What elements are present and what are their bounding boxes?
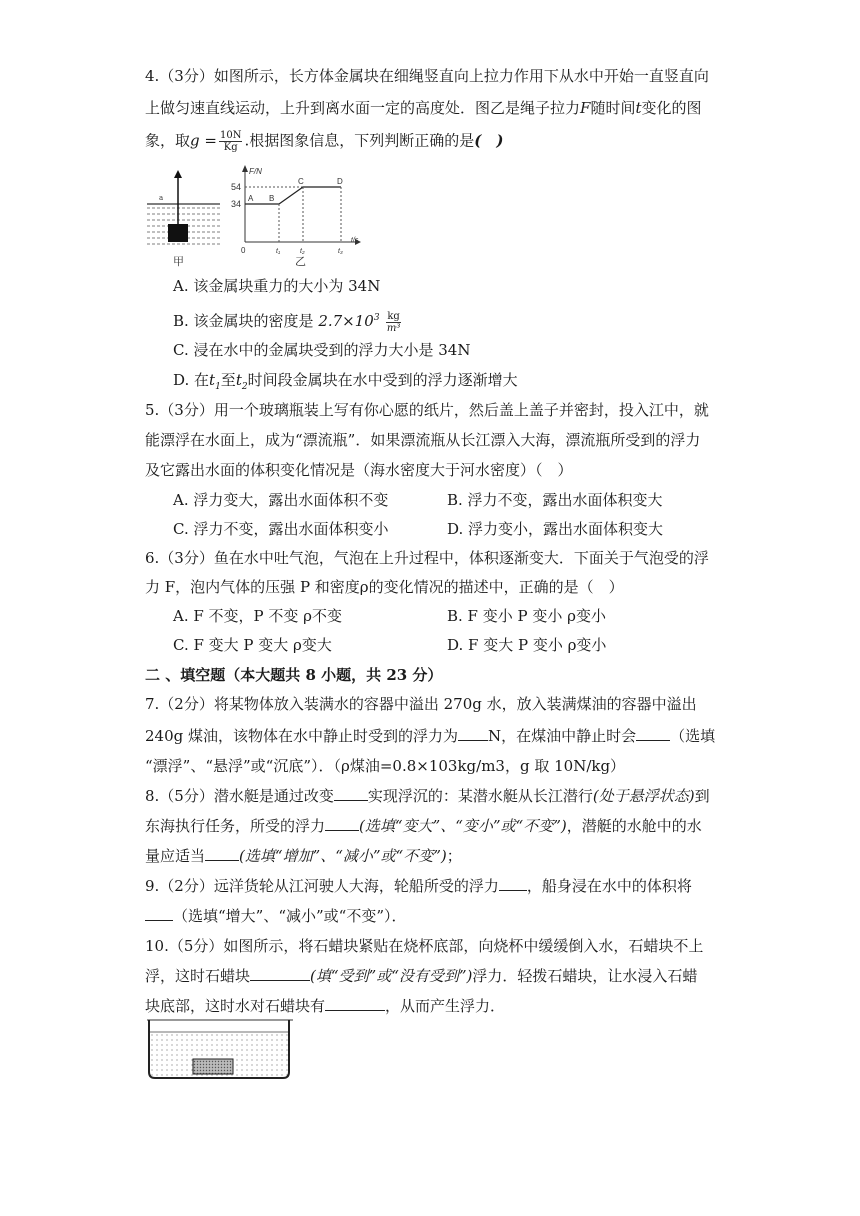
section-heading: 二 、填空题（本大题共 8 小题，共 23 分） (145, 666, 443, 684)
q5-line1: 5.（3分）用一个玻璃瓶装上写有你心愿的纸片，然后盖上盖子并密封，投入江中，就 (145, 401, 709, 419)
q10-line2 (145, 966, 697, 986)
blank[interactable] (325, 1010, 385, 1011)
q4-line1: 4.（3分）如图所示，长方体金属块在细绳竖直向上拉力作用下从水中开始一直竖直向 (145, 67, 709, 85)
q6-line1: 6.（3分）鱼在水中吐气泡，气泡在上升过程中，体积逐渐变大．下面关于气泡受的浮 (145, 549, 709, 567)
q4-figure (145, 160, 375, 270)
q7-line2c: （选填 (670, 727, 716, 745)
q8-line3c: ； (446, 847, 462, 865)
blank[interactable] (325, 830, 359, 831)
q10-line2b: (填“受到”或“没有受到”) (310, 967, 473, 985)
q8-line3b: (选填“增加”、“减小”或“不变”) (239, 847, 447, 865)
q4-option-d (173, 370, 518, 397)
q9-line2 (145, 906, 407, 926)
q7-line1: 7.（2分）将某物体放入装满水的容器中溢出 270g 水，放入装满煤油的容器中溢出 (145, 695, 697, 713)
q5-option-d: D. 浮力变小，露出水面体积变大 (447, 520, 664, 538)
q9-line1 (145, 876, 692, 896)
origin-label: 0 (241, 246, 246, 255)
q10-line3 (145, 996, 505, 1016)
q9-line1b: ，船身浸在水中的体积将 (526, 877, 692, 895)
q5-line2: 能漂浮在水面上，成为“漂流瓶”．如果漂流瓶从长江漂入大海，漂流瓶所受到的浮力 (145, 431, 701, 449)
q6-line2: 力 F，泡内气体的压强 P 和密度ρ的变化情况的描述中，正确的是（ ） (145, 578, 624, 596)
point-A: A (248, 194, 254, 203)
q7-line2a: 240g 煤油，该物体在水中静止时受到的浮力为 (145, 727, 459, 745)
symbol-g: g (190, 131, 200, 150)
blank[interactable] (499, 890, 527, 891)
t1-tick: t₁ (276, 248, 281, 255)
g-fraction (219, 130, 242, 153)
beaker-figure-jia (147, 170, 220, 268)
q10-line3a: 块底部，这时水对石蜡块有 (145, 997, 326, 1015)
label-a: a (159, 194, 164, 202)
blank[interactable] (636, 740, 670, 741)
q4-option-b-pre: B. 该金属块的密度是 (173, 312, 319, 330)
q8-line3a: 量应适当 (145, 847, 206, 865)
q4-option-b (173, 308, 403, 334)
t2-subscript: 2 (241, 382, 248, 392)
blank[interactable] (250, 980, 310, 981)
q4-option-d-c: 时间段金属块在水中受到的浮力逐渐增大 (247, 371, 518, 389)
q4-line2a: 上做匀速直线运动，上升到离水面一定的高度处．图乙是绳子拉力 (145, 99, 581, 117)
q10-line2c: 浮力．轻拨石蜡块，让水浸入石蜡 (472, 967, 698, 985)
q8-line1 (145, 786, 710, 806)
q8-line2c: ，潜艇的水舱中的水 (566, 817, 702, 835)
q4-line2b: 随时间 (590, 99, 636, 117)
q6-option-b: B. F 变小 P 变小 ρ变小 (447, 607, 606, 625)
chart-yi (231, 165, 361, 268)
q8-line1c: (处于悬浮状态) (592, 787, 695, 805)
t2-tick: t₂ (300, 248, 305, 255)
q4-option-b-exp: 3 (373, 313, 380, 323)
metal-block (168, 224, 188, 242)
q4-line3b: .根据图象信息，下列判断正确的是 (244, 131, 475, 150)
y-tick-34: 34 (231, 199, 242, 209)
y-tick-54: 54 (231, 182, 242, 192)
q7-line2 (145, 726, 715, 746)
force-line (245, 187, 341, 204)
q7-line2b: N，在煤油中静止时会 (488, 727, 637, 745)
symbol-F: F (580, 99, 591, 117)
answer-paren: ( ) (474, 131, 504, 150)
point-C: C (298, 177, 304, 186)
arrow-up-icon (174, 170, 182, 178)
beaker-figure (145, 1018, 295, 1082)
q8-line3 (145, 846, 462, 866)
t2-symbol: t (235, 371, 242, 389)
q8-line2 (145, 816, 702, 836)
q4-option-d-a: D. 在 (173, 371, 210, 389)
y-axis-label: F/N (249, 167, 262, 176)
symbol-t: t (635, 99, 642, 117)
q5-option-c: C. 浮力不变，露出水面体积变小 (173, 520, 389, 538)
wax-block (193, 1059, 233, 1074)
q4-line3a: 象，取 (145, 131, 191, 150)
q4-line2 (145, 98, 702, 118)
point-B: B (269, 194, 275, 203)
blank[interactable] (145, 920, 173, 921)
blank[interactable] (458, 740, 488, 741)
t3-tick: t₃ (338, 248, 343, 255)
q4-option-c: C. 浸在水中的金属块受到的浮力大小是 34N (173, 341, 471, 359)
point-D: D (337, 177, 343, 186)
q9-line2-text: （选填“增大”、“减小”或“不变”）． (173, 907, 407, 925)
q6-option-d: D. F 变大 P 变小 ρ变小 (447, 636, 607, 654)
q4-option-a: A. 该金属块重力的大小为 34N (173, 277, 381, 295)
eq-sign: = (204, 131, 217, 150)
q5-line3: 及它露出水面的体积变化情况是（海水密度大于河水密度）（ ） (145, 461, 573, 479)
q4-line3 (145, 130, 503, 153)
label-jia: 甲 (173, 255, 184, 268)
t1-symbol: t (209, 371, 216, 389)
blank[interactable] (205, 860, 239, 861)
g-denominator: Kg (223, 142, 238, 153)
q4-option-d-b: 至 (220, 371, 236, 389)
q8-line1a: 8.（5分）潜水艇是通过改变 (145, 787, 334, 805)
q7-line3: “漂浮”、“悬浮”或“沉底”）．（ρ煤油=0.8×103kg/m3，g 取 10N/kg） (145, 757, 626, 775)
q8-line1d: 到 (694, 787, 710, 805)
q8-line2b: (选填“变大”、“变小”或“不变”) (359, 817, 567, 835)
unit-numerator: kg (387, 310, 400, 322)
q4-line2c: 变化的图 (641, 99, 702, 117)
q10-line1: 10.（5分）如图所示，将石蜡块紧贴在烧杯底部，向烧杯中缓缓倒入水，石蜡块不上 (145, 937, 704, 955)
q8-line2a: 东海执行任务，所受的浮力 (145, 817, 326, 835)
q10-line3b: ，从而产生浮力． (385, 997, 506, 1015)
unit-denominator: m³ (386, 322, 401, 334)
blank[interactable] (334, 800, 368, 801)
q8-line1b: 实现浮沉的：某潜水艇从长江潜行 (367, 787, 593, 805)
x-axis-label: t/s (351, 237, 359, 244)
q4-option-b-unit (386, 311, 400, 334)
t1-subscript: 1 (215, 382, 221, 392)
label-yi: 乙 (295, 256, 306, 268)
q4-option-b-val: 2.7×10 (318, 312, 374, 330)
q10-line2a: 浮，这时石蜡块 (145, 967, 251, 985)
q9-line1a: 9.（2分）远洋货轮从江河驶人大海，轮船所受的浮力 (145, 877, 499, 895)
q5-option-b: B. 浮力不变，露出水面体积变大 (447, 491, 663, 509)
g-numerator: 10N (219, 130, 242, 141)
q6-option-a: A. F 不变，P 不变 ρ不变 (173, 607, 342, 625)
q5-option-a: A. 浮力变大，露出水面体积不变 (173, 491, 389, 509)
q6-option-c: C. F 变大 P 变大 ρ变大 (173, 636, 332, 654)
